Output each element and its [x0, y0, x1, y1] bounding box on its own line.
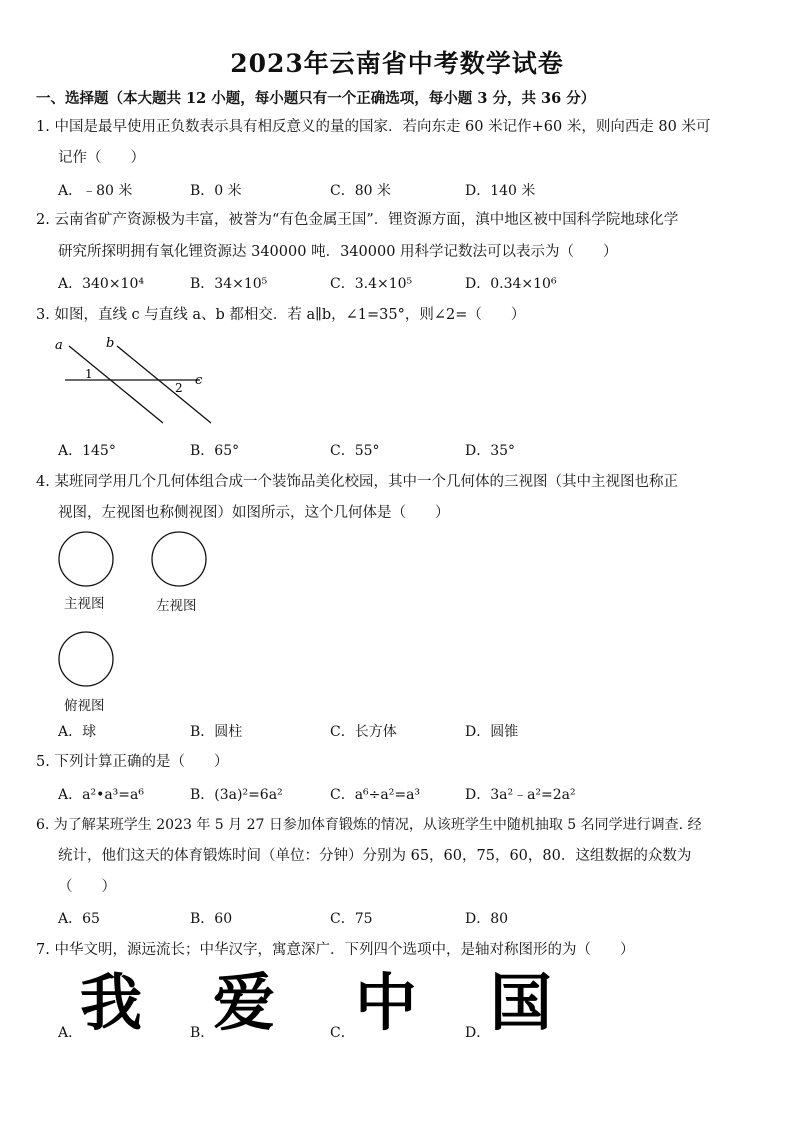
page-title: 2023年云南省中考数学试卷 — [230, 49, 564, 78]
question-6-text-line3: （ ） — [58, 879, 116, 895]
question-5-text: 5. 下列计算正确的是（ ） — [36, 754, 229, 770]
question-7-option-a-letter[interactable]: A． — [58, 1025, 83, 1041]
question-4-text-line2: 视图，左视图也称侧视图）如图所示，这个几何体是（ ） — [58, 505, 450, 521]
question-4-text-line1: 4. 某班同学用几个几何体组合成一个装饰品美化校园，其中一个几何体的三视图（其中主视图也称正 — [36, 474, 678, 490]
question-7-option-c-char[interactable]: 中 — [355, 966, 418, 1039]
question-6-option-d[interactable]: D．80 — [465, 911, 509, 927]
question-6-option-b[interactable]: B．60 — [190, 911, 233, 927]
question-5-option-c[interactable]: C．a⁶÷a²=a³ — [330, 787, 421, 803]
question-7-option-c-letter[interactable]: C． — [330, 1025, 355, 1041]
question-3-option-b[interactable]: B．65° — [190, 443, 240, 459]
question-2-text-line1: 2. 云南省矿产资源极为丰富，被誉为“有色金属王国”．锂资源方面，滇中地区被中国科学院地球化学 — [36, 212, 679, 228]
question-2-option-a[interactable]: A．340×10⁴ — [58, 276, 144, 292]
question-1-text-line1: 1. 中国是最早使用正负数表示具有相反意义的量的国家．若向东走 60 米记作+60 米，则向西走 80 米可 — [36, 119, 711, 135]
label-a: a — [55, 338, 63, 353]
parallel-lines-figure — [50, 334, 230, 429]
question-6-text-line1: 6. 为了解某班学生 2023 年 5 月 27 日参加体育锻炼的情况，从该班学生中随机抽取 5 名同学进行调查. 经 — [36, 817, 702, 833]
question-4-option-d[interactable]: D．圆锥 — [465, 724, 519, 740]
question-4-option-c[interactable]: C．长方体 — [330, 724, 397, 740]
question-7-text: 7. 中华文明，源远流长；中华汉字，寓意深广．下列四个选项中，是轴对称图形的为（ ） — [36, 942, 635, 958]
top-view-circle — [55, 628, 117, 690]
line-a — [69, 346, 163, 423]
question-2-option-d[interactable]: D．0.34×10⁶ — [465, 276, 557, 292]
top-view-label: 俯视图 — [64, 698, 105, 714]
left-view-label: 左视图 — [156, 598, 197, 614]
question-6-option-c[interactable]: C．75 — [330, 911, 373, 927]
question-3-text: 3. 如图，直线 c 与直线 a、b 都相交．若 a∥b，∠1=35°，则∠2=（ ） — [36, 307, 526, 323]
label-c: c — [195, 373, 203, 388]
question-2-option-c[interactable]: C．3.4×10⁵ — [330, 276, 413, 292]
question-7-option-d-char[interactable]: 国 — [490, 966, 553, 1039]
question-5-option-a[interactable]: A．a²•a³=a⁶ — [58, 787, 144, 803]
question-1-option-a[interactable]: A．﹣80 米 — [58, 183, 133, 199]
question-2-option-b[interactable]: B．34×10⁵ — [190, 276, 268, 292]
question-3-option-a[interactable]: A．145° — [58, 443, 116, 459]
question-1-option-d[interactable]: D．140 米 — [465, 183, 536, 199]
question-7-option-b-letter[interactable]: B． — [190, 1025, 215, 1041]
front-view-label: 主视图 — [64, 596, 105, 612]
question-3-option-c[interactable]: C．55° — [330, 443, 380, 459]
question-1-text-line2: 记作（ ） — [58, 150, 145, 166]
section-heading-choice: 一、选择题（本大题共 12 小题，每小题只有一个正确选项，每小题 3 分，共 36 分） — [36, 90, 596, 107]
question-6-text-line2: 统计，他们这天的体育锻炼时间（单位：分钟）分别为 65，60，75，60，80．这组数据的众数为 — [58, 848, 692, 864]
question-4-option-b[interactable]: B．圆柱 — [190, 724, 243, 740]
question-7-option-b-char[interactable]: 爱 — [213, 966, 276, 1039]
question-3-option-d[interactable]: D．35° — [465, 443, 516, 459]
question-2-text-line2: 研究所探明拥有氧化锂资源达 340000 吨．340000 用科学记数法可以表示为（ ） — [58, 244, 618, 260]
angle-2-label: 2 — [175, 381, 183, 395]
question-6-option-a[interactable]: A．65 — [58, 911, 100, 927]
question-5-option-d[interactable]: D．3a²﹣a²=2a² — [465, 787, 576, 803]
left-view-circle — [148, 528, 210, 590]
angle-1-label: 1 — [85, 367, 93, 381]
label-b: b — [106, 336, 115, 351]
front-view-circle — [55, 528, 117, 590]
question-7-option-a-char[interactable]: 我 — [80, 966, 143, 1039]
question-7-option-d-letter[interactable]: D． — [465, 1025, 491, 1041]
question-1-option-b[interactable]: B．0 米 — [190, 183, 242, 199]
question-4-option-a[interactable]: A．球 — [58, 724, 97, 740]
question-5-option-b[interactable]: B．(3a)²=6a² — [190, 787, 283, 803]
question-1-option-c[interactable]: C．80 米 — [330, 183, 391, 199]
